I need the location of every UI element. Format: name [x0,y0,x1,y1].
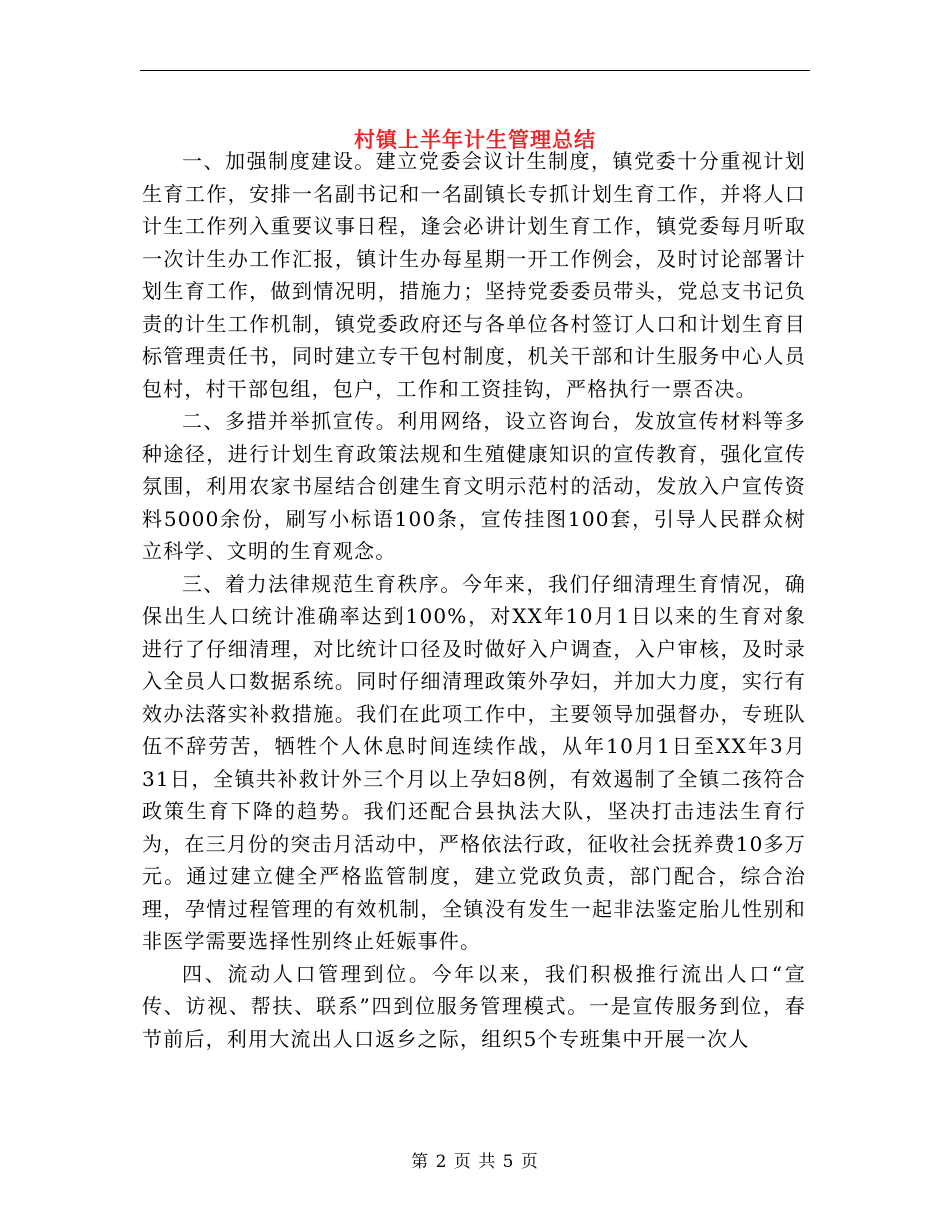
paragraph-1: 一、加强制度建设。建立党委会议计生制度，镇党委十分重视计划生育工作，安排一名副书记和一名副镇长专抓计划生育工作，并将人口计生工作列入重要议事日程，逢会必讲计划生育工作，镇党委每月听取一次计生办工作汇报，镇计生办每星期一开工作例会，及时讨论部署计划生育工作，做到情况明，措施力；坚持党委委员带头，党总支书记负责的计生工作机制，镇党委政府还与各单位各村签订人口和计划生育目标管理责任书，同时建立专干包村制度，机关干部和计生服务中心人员包村，村干部包组，包户，工作和工资挂钩，严格执行一票否决。 [142,149,806,401]
header-rule [140,70,810,71]
paragraph-4: 四、流动人口管理到位。今年以来，我们积极推行流出人口“宣传、访视、帮扶、联系”四到位服务管理模式。一是宣传服务到位，春节前后，利用大流出人口返乡之际，组织5个专班集中开展一次人 [142,961,806,1051]
page-number-footer: 第 2 页 共 5 页 [411,1152,539,1172]
document-body [142,145,806,1055]
paragraph-3: 三、着力法律规范生育秩序。今年来，我们仔细清理生育情况，确保出生人口统计准确率达到100%，对XX年10月1日以来的生育对象进行了仔细清理，对比统计口径及时做好入户调查，入户审核，及时录入全员人口数据系统。同时仔细清理政策外孕妇，并加大力度，实行有效办法落实补救措施。我们在此项工作中，主要领导加强督办，专班队伍不辞劳苦，牺牲个人休息时间连续作战，从年10月1日至XX年3月31日，全镇共补救计外三个月以上孕妇8例，有效遏制了全镇二孩符合政策生育下降的趋势。我们还配合县执法大队，坚决打击违法生育行为，在三月份的突击月活动中，严格依法行政，征收社会抚养费10多万元。通过建立健全严格监管制度，建立党政负责，部门配合，综合治理，孕情过程管理的有效机制，全镇没有发生一起非法鉴定胎儿性别和非医学需要选择性别终止妊娠事件。 [142,571,806,953]
document-title: 村镇上半年计生管理总结 [354,127,596,153]
paragraph-2: 二、多措并举抓宣传。利用网络，设立咨询台，发放宣传材料等多种途径，进行计划生育政策法规和生殖健康知识的宣传教育，强化宣传氛围，利用农家书屋结合创建生育文明示范村的活动，发放入户宣传资料5000余份，刷写小标语100条，宣传挂图100套，引导人民群众树立科学、文明的生育观念。 [142,409,806,563]
